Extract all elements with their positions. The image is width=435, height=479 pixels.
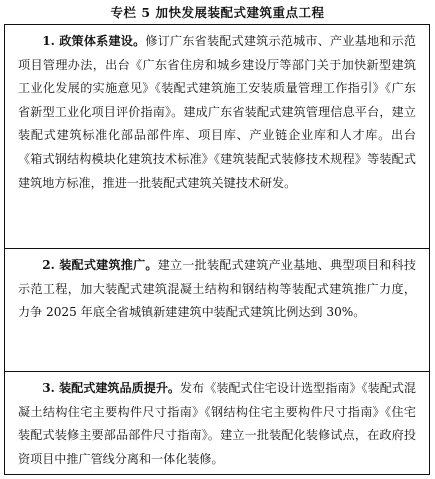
section-paragraph xyxy=(18,30,416,195)
section-quality xyxy=(5,371,429,476)
section-body: 修订广东省装配式建筑示范城市、产业基地和示范项目管理办法，出台《广东省住房和城乡建设厅等部门关于加快新型建筑工业化发展的实施意见》《装配式建筑施工安装质量管理工作指引》《广东省新型工业化项目评价指南》。建成广东省装配式建筑管理信息平台，建立装配式建筑标准化部品部件库、项目库、产业链企业库和人才库。出台《箱式钢结构模块化建筑技术标准》《建筑装配式装修技术规程》等装配式建筑地方标准，推进一批装配式建筑关键技术研发。 xyxy=(18,34,416,190)
section-policy-system xyxy=(5,25,429,248)
section-heading: 3. 装配式建筑品质提升。 xyxy=(42,381,181,395)
section-heading: 2. 装配式建筑推广。 xyxy=(42,258,158,272)
section-heading: 1. 政策体系建设。 xyxy=(42,34,146,48)
section-body: 发布《装配式住宅设计选型指南》《装配式混凝土结构住宅主要构件尺寸指南》《钢结构住宅主要构件尺寸指南》《住宅装配式装修主要部品部件尺寸指南》。建立一批装配化装修试点，在政府投资项目中推广管线分离和一体化装修。 xyxy=(18,381,417,466)
section-promotion xyxy=(5,248,429,371)
section-paragraph xyxy=(18,254,416,325)
box-title: 专栏 5 加快发展装配式建筑重点工程 xyxy=(110,5,325,20)
section-body: 建立一批装配式建筑产业基地、典型项目和科技示范工程，加大装配式建筑混凝土结构和钢结构等装配式建筑推广力度，力争 2025 年底全省城镇新建建筑中装配式建筑比例达到 30%。 xyxy=(18,258,416,320)
section-paragraph xyxy=(18,377,416,471)
key-projects-table xyxy=(4,24,430,475)
